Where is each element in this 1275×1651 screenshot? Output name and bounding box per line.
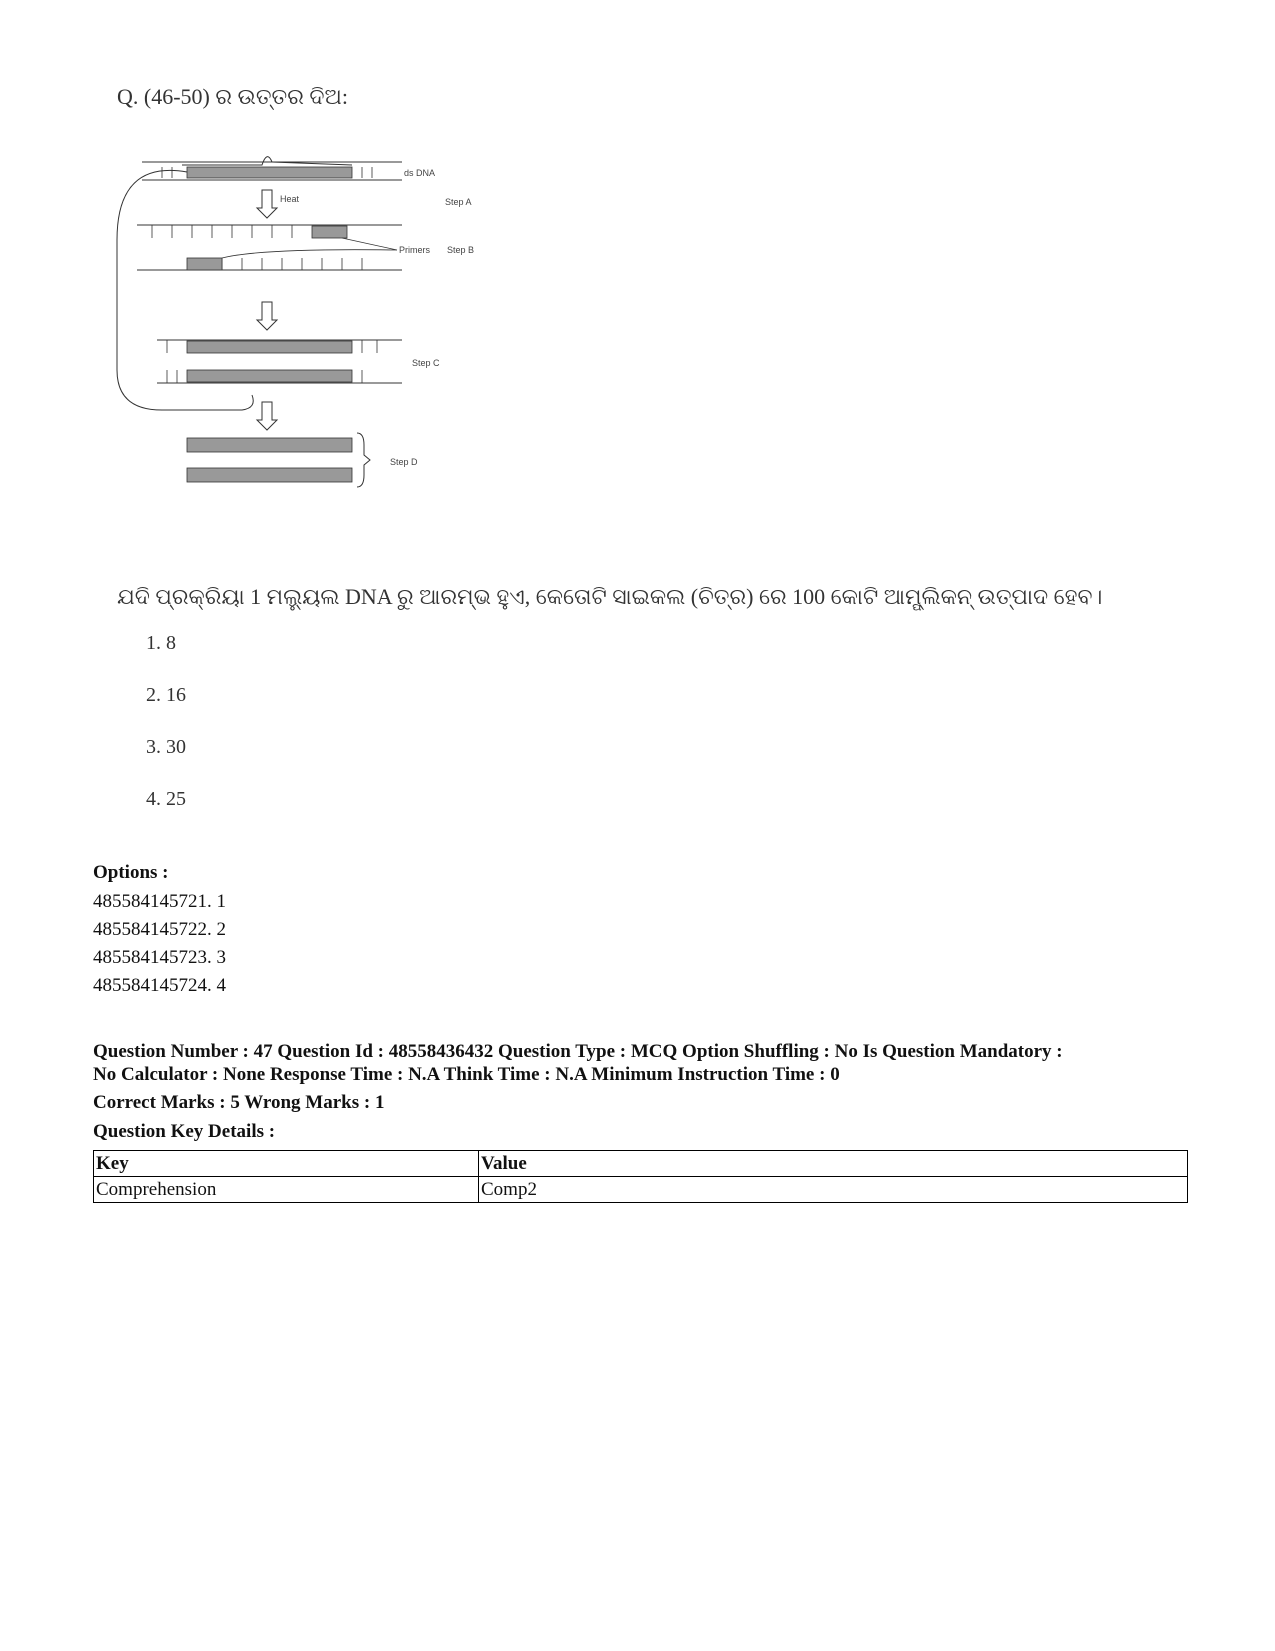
label-step-a: Step A [445,197,472,207]
label-ds-dna: ds DNA [404,168,436,178]
meta-line-2: No Calculator : None Response Time : N.A Think Time : N.A Minimum Instruction Time : 0 [93,1064,840,1085]
cell-value: Comp2 [479,1177,1188,1203]
table-header-row [94,1151,1188,1177]
option-line: 485584145722. 2 [93,919,226,940]
question-choice: 2. 16 [146,684,186,706]
marks-line: Correct Marks : 5 Wrong Marks : 1 [93,1092,385,1113]
option-line: 485584145724. 4 [93,975,226,996]
key-details-heading: Question Key Details : [93,1121,276,1142]
header-key: Key [94,1151,479,1177]
key-details-table [93,1150,1188,1203]
meta-line-1: Question Number : 47 Question Id : 48558436432 Question Type : MCQ Option Shuffling : No Is Question Mandatory : [93,1041,1063,1062]
options-heading: Options : [93,862,169,883]
table-row [94,1177,1188,1203]
question-statement: ଯଦି ପ୍ରକ୍ରିୟା 1 ମଲ୍ୟୁଲ DNA ରୁ ଆରମ୍ଭ ହୁଏ, କେତୋଟି ସାଇକଲ (ଚିତ୍ର) ରେ 100 କୋଟି ଆମ୍ପ୍ଲିକନ୍ ଉତ୍ପାଦ ହେବ। [117,584,1103,609]
question-choice: 1. 8 [146,632,176,654]
question-meta [93,1040,1183,1086]
label-primer: Primers [399,245,430,255]
question-title: Q. (46-50) ର ଉତ୍ତର ଦିଅ: [117,84,349,109]
header-value: Value [479,1151,1188,1177]
question-choice: 4. 25 [146,788,186,810]
question-choice: 3. 30 [146,736,186,758]
cell-key: Comprehension [94,1177,479,1203]
label-step-b: Step B [447,245,475,255]
label-step-c: Step C [412,358,440,368]
pcr-diagram [112,140,512,520]
label-step-d: Step D [390,457,418,467]
label-heat: Heat [280,194,300,204]
option-line: 485584145721. 1 [93,891,226,912]
option-line: 485584145723. 3 [93,947,226,968]
